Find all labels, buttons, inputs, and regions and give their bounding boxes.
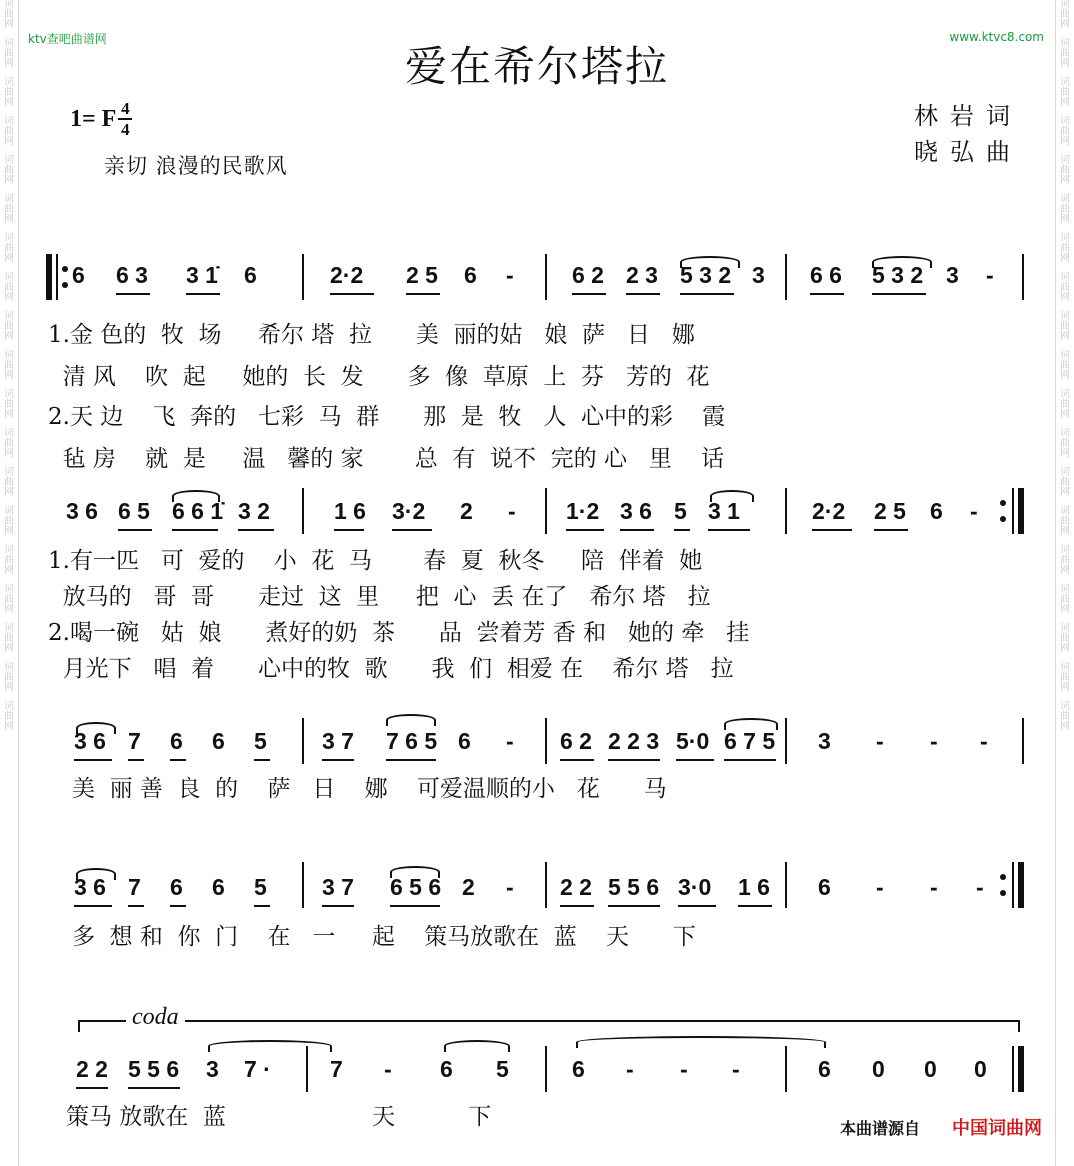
source-label: 本曲谱源自 — [840, 1119, 921, 1138]
side-watermark-right — [1058, 0, 1072, 1166]
time-bottom: 4 — [121, 120, 130, 139]
watermark-text: 词 曲 网 — [4, 116, 14, 147]
note: 6 — [212, 728, 225, 754]
note: 5 — [496, 1056, 509, 1082]
watermark-text: 词 曲 网 — [4, 77, 14, 108]
note: 7 — [128, 874, 141, 900]
note: - — [930, 728, 938, 754]
note: 2·2 — [812, 498, 846, 524]
song-title: 爱在希尔塔拉 — [404, 42, 669, 91]
note: 5 — [674, 498, 687, 524]
watermark-text: 词 曲 网 — [1060, 116, 1070, 147]
note: 6 — [818, 1056, 831, 1082]
lyric-line: 清 风 吹 起 她的 长 发 多 像 草原 上 芬 芳的 花 — [48, 364, 710, 390]
note: 2 3 — [626, 262, 658, 288]
note: 5 5 6 — [608, 874, 660, 900]
note: 7 · — [244, 1056, 271, 1082]
note: - — [508, 498, 516, 524]
note: 2 — [460, 498, 473, 524]
note: - — [384, 1056, 392, 1082]
watermark-text: 词 曲 网 — [1060, 623, 1070, 654]
lyric-line: 2.喝一碗 姑 娘 煮好的奶 茶 品 尝着芳 香 和 她的 牵 挂 — [48, 620, 750, 646]
watermark-text: 词 曲 网 — [4, 350, 14, 381]
note: 3·0 — [678, 874, 712, 900]
watermark-text: 词 曲 网 — [1060, 77, 1070, 108]
lyric-line: 月光下 唱 着 心中的牧 歌 我 们 相爱 在 希尔 塔 拉 — [48, 656, 734, 682]
note: 6 — [72, 262, 85, 288]
note: - — [506, 728, 514, 754]
watermark-text: 词 曲 网 — [4, 194, 14, 225]
note: 2 — [462, 874, 475, 900]
watermark-text: 词 曲 网 — [1060, 155, 1070, 186]
note: 6 — [170, 874, 183, 900]
lyric-line: 美 丽 善 良 的 萨 日 娜 可爱温顺的小 花 马 — [72, 776, 667, 802]
note: 5 3 2 — [872, 262, 924, 288]
lyric-line: 1.有一匹 可 爱的 小 花 马 春 夏 秋冬 陪 伴着 她 — [48, 548, 703, 574]
note: 6 — [458, 728, 471, 754]
note: 3 — [752, 262, 765, 288]
note: 6 — [464, 262, 477, 288]
note: 2 2 — [560, 874, 592, 900]
site-label-right[interactable]: www.ktvc8.com — [949, 30, 1044, 44]
performance-note: 亲切 浪漫的民歌风 — [104, 154, 288, 178]
watermark-text: 词 曲 网 — [4, 155, 14, 186]
watermark-text: 词 曲 网 — [4, 233, 14, 264]
watermark-text: 词 曲 网 — [4, 701, 14, 732]
watermark-text: 词 曲 网 — [4, 662, 14, 693]
key-prefix: 1= F — [70, 105, 117, 132]
note: 7 — [128, 728, 141, 754]
composer-credit: 晓弘曲 — [914, 138, 1022, 166]
watermark-text: 词 曲 网 — [1060, 194, 1070, 225]
note: 5 — [254, 728, 267, 754]
note: 1 6 — [738, 874, 770, 900]
note: 6 — [212, 874, 225, 900]
note: 6 — [170, 728, 183, 754]
watermark-text: 词 曲 网 — [1060, 506, 1070, 537]
watermark-text: 词 曲 网 — [4, 38, 14, 69]
lyric-line: 多 想 和 你 门 在 一 起 策马放歌在 蓝 天 下 — [72, 924, 696, 950]
lyric-line: 放马的 哥 哥 走过 这 里 把 心 丢 在了 希尔 塔 拉 — [48, 584, 711, 610]
lyric-line: 毡 房 就 是 温 馨的 家 总 有 说不 完的 心 里 话 — [48, 446, 725, 472]
watermark-text: 词 曲 网 — [1060, 38, 1070, 69]
watermark-text: 词 曲 网 — [1060, 545, 1070, 576]
note: 6 2 — [572, 262, 604, 288]
note: 3 7 — [322, 728, 354, 754]
lyric-line: 1.金 色的 牧 场 希尔 塔 拉 美 丽的姑 娘 萨 日 娜 — [48, 322, 695, 348]
note: 0 — [924, 1056, 937, 1082]
source-site-link[interactable]: 中国词曲网 — [952, 1118, 1042, 1139]
side-watermark-left — [2, 0, 16, 1166]
note: 6 — [440, 1056, 453, 1082]
note: 6 7 5 — [724, 728, 776, 754]
note: - — [876, 874, 884, 900]
note: - — [930, 874, 938, 900]
note: 0 — [974, 1056, 987, 1082]
note: 5 3 2 — [680, 262, 732, 288]
note: 2·2 — [330, 262, 364, 288]
note: 3 7 — [322, 874, 354, 900]
note: 0 — [872, 1056, 885, 1082]
note: 6 3 — [116, 262, 148, 288]
note: - — [980, 728, 988, 754]
watermark-text: 词 曲 网 — [4, 506, 14, 537]
note: 5 — [254, 874, 267, 900]
watermark-text: 词 曲 网 — [1060, 584, 1070, 615]
watermark-text: 词 曲 网 — [1060, 233, 1070, 264]
note: 6 6 1̇ — [172, 498, 224, 524]
note: 3 6 — [620, 498, 652, 524]
watermark-text: 词 曲 网 — [4, 545, 14, 576]
watermark-text: 词 曲 网 — [4, 0, 14, 30]
note: 6 6 — [810, 262, 842, 288]
key-signature — [70, 100, 132, 138]
note: 3 — [206, 1056, 219, 1082]
note: - — [680, 1056, 688, 1082]
note: 2 2 3 — [608, 728, 660, 754]
note: - — [732, 1056, 740, 1082]
note: 3·2 — [392, 498, 426, 524]
note: - — [986, 262, 994, 288]
time-signature — [118, 100, 132, 138]
note: 3 — [818, 728, 831, 754]
watermark-text: 词 曲 网 — [1060, 428, 1070, 459]
lyricist-credit: 林岩词 — [914, 102, 1022, 130]
watermark-text: 词 曲 网 — [4, 389, 14, 420]
watermark-text: 词 曲 网 — [1060, 662, 1070, 693]
note: 3 6 — [66, 498, 98, 524]
note: 3 6 — [74, 728, 106, 754]
note: - — [876, 728, 884, 754]
watermark-text: 词 曲 网 — [4, 272, 14, 303]
lyric-line: 2.天 边 飞 奔的 七彩 马 群 那 是 牧 人 心中的彩 霞 — [48, 404, 726, 430]
note: 6 — [572, 1056, 585, 1082]
note: 3 2 — [238, 498, 270, 524]
note: 6 2 — [560, 728, 592, 754]
note: 5·0 — [676, 728, 710, 754]
note: 2 5 — [406, 262, 438, 288]
note: 2 5 — [874, 498, 906, 524]
watermark-text: 词 曲 网 — [4, 311, 14, 342]
note: 5 5 6 — [128, 1056, 180, 1082]
watermark-text: 词 曲 网 — [4, 467, 14, 498]
note: 6 5 6 — [390, 874, 442, 900]
note: 3 6 — [74, 874, 106, 900]
watermark-text: 词 曲 网 — [1060, 467, 1070, 498]
watermark-text: 词 曲 网 — [1060, 389, 1070, 420]
note: 3 — [946, 262, 959, 288]
note: - — [976, 874, 984, 900]
note: 1·2 — [566, 498, 600, 524]
note: 7 — [330, 1056, 343, 1082]
watermark-text: 词 曲 网 — [1060, 701, 1070, 732]
note: - — [626, 1056, 634, 1082]
watermark-text: 词 曲 网 — [4, 623, 14, 654]
note: 7 6 5 — [386, 728, 438, 754]
lyric-line: 策马 放歌在 蓝 天 下 — [66, 1104, 492, 1130]
watermark-text: 词 曲 网 — [1060, 350, 1070, 381]
note: - — [970, 498, 978, 524]
note: - — [506, 874, 514, 900]
note: 6 — [244, 262, 257, 288]
note: - — [506, 262, 514, 288]
note: 6 — [818, 874, 831, 900]
note: 1 6 — [334, 498, 366, 524]
coda-label: coda — [126, 1004, 185, 1031]
watermark-text: 词 曲 网 — [1060, 311, 1070, 342]
watermark-text: 词 曲 网 — [4, 584, 14, 615]
note: 3 1 — [708, 498, 740, 524]
watermark-text: 词 曲 网 — [4, 428, 14, 459]
site-label-left[interactable]: ktv查吧曲谱网 — [28, 32, 107, 46]
note: 3 1̇ — [186, 262, 218, 288]
note: 6 5 — [118, 498, 150, 524]
watermark-text: 词 曲 网 — [1060, 0, 1070, 30]
time-top: 4 — [121, 99, 130, 118]
note: 2 2 — [76, 1056, 108, 1082]
watermark-text: 词 曲 网 — [1060, 272, 1070, 303]
note: 6 — [930, 498, 943, 524]
